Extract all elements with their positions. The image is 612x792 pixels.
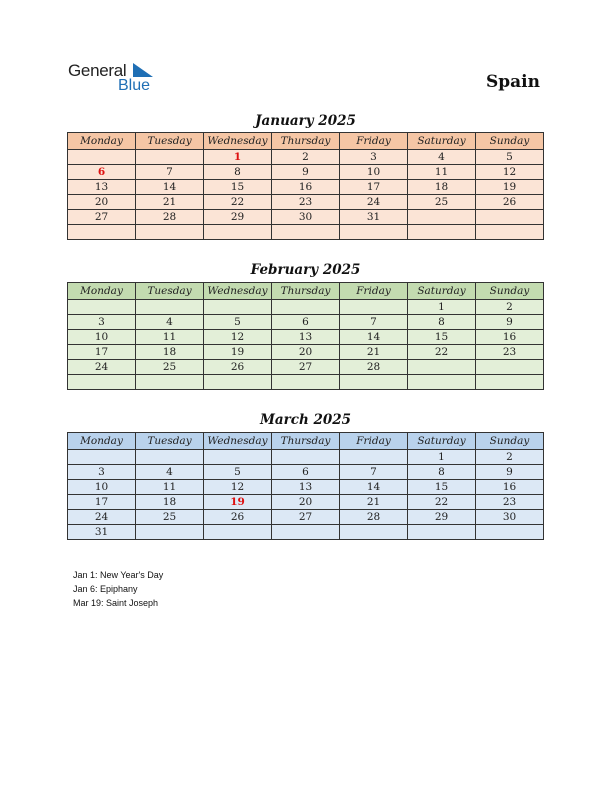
day-cell: 17: [340, 180, 408, 195]
day-cell: 17: [68, 345, 136, 360]
day-cell: 13: [272, 330, 340, 345]
day-cell: 18: [408, 180, 476, 195]
week-row: [68, 165, 544, 180]
month-title-march: March 2025: [259, 412, 352, 428]
weekday-header: Monday: [68, 283, 136, 300]
week-row: [68, 300, 544, 315]
week-row: [68, 465, 544, 480]
day-cell: 11: [136, 330, 204, 345]
logo-blue-text: Blue: [118, 77, 151, 94]
day-cell: 1: [408, 300, 476, 315]
day-cell: 26: [204, 360, 272, 375]
day-cell: 4: [136, 315, 204, 330]
day-cell: 25: [408, 195, 476, 210]
day-cell: 22: [408, 495, 476, 510]
weekday-header: Thursday: [272, 283, 340, 300]
day-cell: 2: [272, 150, 340, 165]
day-cell: 9: [476, 315, 544, 330]
day-cell: 2: [476, 450, 544, 465]
week-row: [68, 225, 544, 240]
day-cell: 15: [408, 330, 476, 345]
day-cell: [204, 225, 272, 240]
day-cell: [136, 150, 204, 165]
month-title-february: February 2025: [250, 262, 361, 278]
day-cell: 16: [476, 330, 544, 345]
day-cell: 23: [476, 495, 544, 510]
day-cell: [272, 375, 340, 390]
weekday-header: Tuesday: [136, 283, 204, 300]
day-cell: 28: [340, 360, 408, 375]
month-title-january: January 2025: [255, 113, 356, 129]
day-cell: 16: [476, 480, 544, 495]
day-cell: 4: [136, 465, 204, 480]
day-cell: 20: [272, 345, 340, 360]
day-cell: 25: [136, 360, 204, 375]
weekday-header-row: [68, 133, 544, 150]
day-cell: [408, 210, 476, 225]
day-cell: 8: [408, 465, 476, 480]
day-cell: 8: [408, 315, 476, 330]
day-cell: 25: [136, 510, 204, 525]
day-cell: 2: [476, 300, 544, 315]
day-cell: [68, 300, 136, 315]
day-cell: 21: [136, 195, 204, 210]
day-cell: 20: [68, 195, 136, 210]
day-cell: 31: [340, 210, 408, 225]
day-cell: 7: [340, 465, 408, 480]
day-cell: 30: [272, 210, 340, 225]
day-cell: 14: [136, 180, 204, 195]
day-cell: [272, 525, 340, 540]
week-row: [68, 450, 544, 465]
day-cell: 31: [68, 525, 136, 540]
day-cell: 10: [68, 480, 136, 495]
day-cell: 12: [476, 165, 544, 180]
day-cell: 3: [68, 315, 136, 330]
weekday-header: Sunday: [476, 433, 544, 450]
day-cell: [408, 375, 476, 390]
weekday-header: Wednesday: [204, 283, 272, 300]
weekday-header: Friday: [340, 433, 408, 450]
week-row: [68, 195, 544, 210]
weekday-header: Friday: [340, 283, 408, 300]
day-cell: 11: [408, 165, 476, 180]
day-cell: [68, 225, 136, 240]
day-cell: [476, 525, 544, 540]
holiday-item: Jan 1: New Year's Day: [73, 570, 164, 580]
weekday-header: Sunday: [476, 133, 544, 150]
weekday-header: Tuesday: [136, 133, 204, 150]
logo-triangle-icon: [133, 63, 153, 77]
week-row: [68, 495, 544, 510]
week-row: [68, 315, 544, 330]
day-cell: [204, 375, 272, 390]
day-cell: 15: [204, 180, 272, 195]
day-cell: 22: [408, 345, 476, 360]
day-cell: 18: [136, 495, 204, 510]
day-cell: 5: [476, 150, 544, 165]
day-cell: 21: [340, 495, 408, 510]
day-cell: [476, 360, 544, 375]
day-cell: 5: [204, 315, 272, 330]
weekday-header: Saturday: [408, 283, 476, 300]
day-cell: 23: [272, 195, 340, 210]
day-cell: [204, 450, 272, 465]
day-cell: 16: [272, 180, 340, 195]
day-cell: 3: [340, 150, 408, 165]
day-cell: 27: [272, 360, 340, 375]
day-cell: 3: [68, 465, 136, 480]
day-cell: [272, 450, 340, 465]
day-cell: 6: [272, 465, 340, 480]
day-cell: 26: [204, 510, 272, 525]
day-cell: [204, 300, 272, 315]
day-cell: 21: [340, 345, 408, 360]
day-cell: 10: [68, 330, 136, 345]
logo: [68, 61, 158, 97]
week-row: [68, 180, 544, 195]
day-cell: 27: [272, 510, 340, 525]
day-cell: 29: [408, 510, 476, 525]
day-cell: [204, 525, 272, 540]
day-cell: 6: [68, 165, 136, 180]
weekday-header: Monday: [68, 133, 136, 150]
day-cell: [340, 525, 408, 540]
weekday-header: Saturday: [408, 433, 476, 450]
day-cell: 29: [204, 210, 272, 225]
calendar-march: [67, 432, 544, 540]
week-row: [68, 525, 544, 540]
day-cell: [136, 450, 204, 465]
day-cell: 5: [204, 465, 272, 480]
day-cell: [136, 225, 204, 240]
weekday-header: Wednesday: [204, 433, 272, 450]
day-cell: [68, 150, 136, 165]
weekday-header-row: [68, 283, 544, 300]
day-cell: [476, 210, 544, 225]
day-cell: [476, 225, 544, 240]
week-row: [68, 345, 544, 360]
day-cell: 28: [340, 510, 408, 525]
day-cell: 19: [204, 345, 272, 360]
day-cell: 24: [68, 360, 136, 375]
weekday-header: Monday: [68, 433, 136, 450]
day-cell: [68, 375, 136, 390]
day-cell: 24: [340, 195, 408, 210]
weekday-header: Friday: [340, 133, 408, 150]
day-cell: [340, 375, 408, 390]
day-cell: 13: [272, 480, 340, 495]
day-cell: 14: [340, 330, 408, 345]
day-cell: [272, 300, 340, 315]
day-cell: 11: [136, 480, 204, 495]
week-row: [68, 210, 544, 225]
day-cell: [68, 450, 136, 465]
weekday-header: Tuesday: [136, 433, 204, 450]
day-cell: 4: [408, 150, 476, 165]
day-cell: 15: [408, 480, 476, 495]
day-cell: 28: [136, 210, 204, 225]
day-cell: [136, 300, 204, 315]
calendar-february: [67, 282, 544, 390]
holiday-item: Mar 19: Saint Joseph: [73, 598, 159, 608]
day-cell: 12: [204, 330, 272, 345]
day-cell: 27: [68, 210, 136, 225]
day-cell: 20: [272, 495, 340, 510]
day-cell: 26: [476, 195, 544, 210]
day-cell: 17: [68, 495, 136, 510]
day-cell: 19: [204, 495, 272, 510]
day-cell: [476, 375, 544, 390]
calendar-january: [67, 132, 544, 240]
week-row: [68, 330, 544, 345]
weekday-header: Thursday: [272, 133, 340, 150]
day-cell: 13: [68, 180, 136, 195]
day-cell: 12: [204, 480, 272, 495]
day-cell: [272, 225, 340, 240]
day-cell: 30: [476, 510, 544, 525]
holiday-item: Jan 6: Epiphany: [73, 584, 138, 594]
day-cell: 9: [272, 165, 340, 180]
week-row: [68, 150, 544, 165]
day-cell: 14: [340, 480, 408, 495]
day-cell: [408, 225, 476, 240]
day-cell: 7: [136, 165, 204, 180]
day-cell: 19: [476, 180, 544, 195]
day-cell: 23: [476, 345, 544, 360]
day-cell: 9: [476, 465, 544, 480]
day-cell: [340, 300, 408, 315]
weekday-header-row: [68, 433, 544, 450]
day-cell: 8: [204, 165, 272, 180]
country-title: Spain: [486, 72, 540, 92]
day-cell: 24: [68, 510, 136, 525]
day-cell: [340, 450, 408, 465]
day-cell: [408, 525, 476, 540]
week-row: [68, 360, 544, 375]
day-cell: 18: [136, 345, 204, 360]
logo-general-text: General: [68, 61, 127, 80]
day-cell: 1: [204, 150, 272, 165]
day-cell: [408, 360, 476, 375]
day-cell: [136, 525, 204, 540]
day-cell: 1: [408, 450, 476, 465]
day-cell: 22: [204, 195, 272, 210]
day-cell: [136, 375, 204, 390]
weekday-header: Sunday: [476, 283, 544, 300]
week-row: [68, 480, 544, 495]
holiday-list: [73, 568, 163, 610]
week-row: [68, 375, 544, 390]
weekday-header: Thursday: [272, 433, 340, 450]
day-cell: 7: [340, 315, 408, 330]
weekday-header: Saturday: [408, 133, 476, 150]
day-cell: [340, 225, 408, 240]
weekday-header: Wednesday: [204, 133, 272, 150]
day-cell: 10: [340, 165, 408, 180]
day-cell: 6: [272, 315, 340, 330]
week-row: [68, 510, 544, 525]
